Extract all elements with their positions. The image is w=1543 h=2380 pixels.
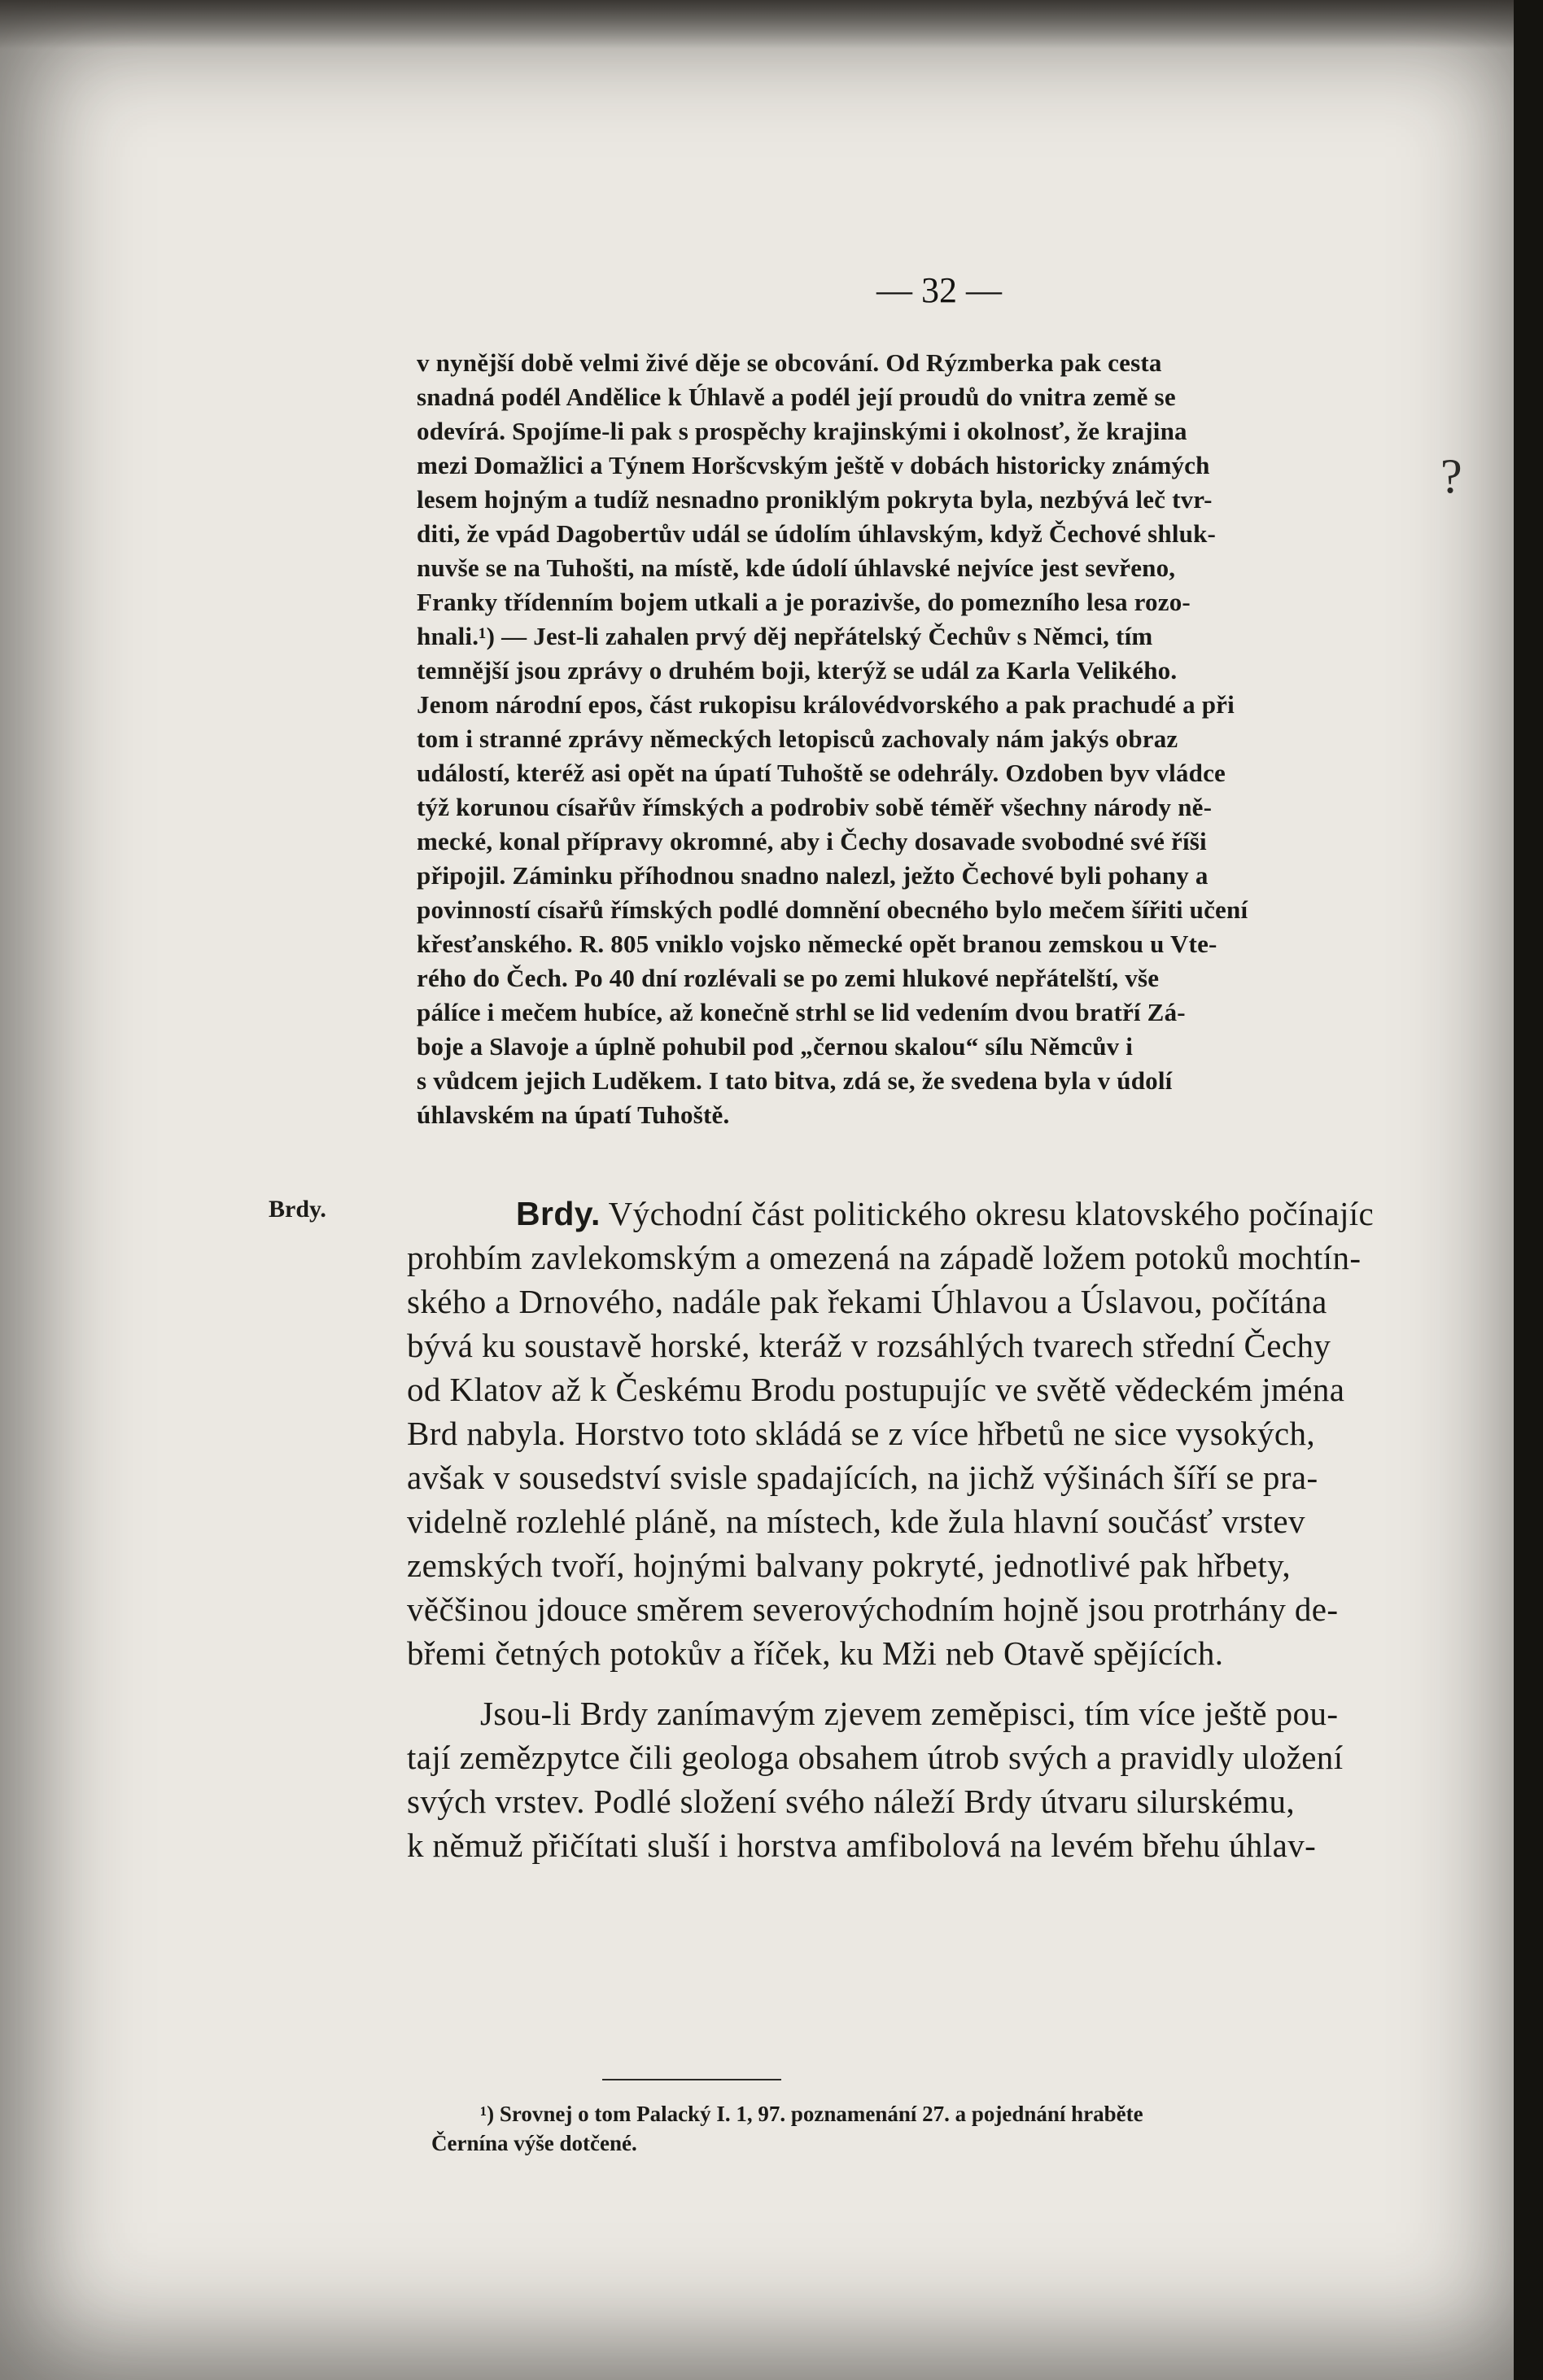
text-line: Jenom národní epos, část rukopisu královédvorského a pak prachudé a při (417, 690, 1235, 719)
text-line: úhlavském na úpatí Tuhoště. (417, 1100, 730, 1129)
text-line: hnali.¹) — Jest-li zahalen prvý děj nepřátelský Čechův s Němci, tím (417, 622, 1153, 650)
text-line: od Klatov až k Českému Brodu postupujíc ve světě vědeckém jména (407, 1371, 1345, 1408)
text-line: věčšinou jdouce směrem severovýchodním hojně jsou protrhány de- (407, 1590, 1339, 1628)
text-line: připojil. Záminku příhodnou snadno nalezl, ježto Čechové byli pohany a (417, 861, 1209, 890)
text-line: diti, že vpád Dagobertův udál se údolím úhlavským, když Čechové shluk- (417, 519, 1217, 548)
section-heading-brdy: Brdy. (516, 1195, 601, 1232)
footnote-line: Černína výše dotčené. (431, 2131, 637, 2155)
text-line: prohbím zavlekomským a omezená na západě ložem potoků mochtín- (407, 1239, 1362, 1276)
text-line: bývá ku soustavě horské, kteráž v rozsáhlých tvarech střední Čechy (407, 1327, 1331, 1364)
text-line: zemských tvoří, hojnými balvany pokryté, jednotlivé pak hřbety, (407, 1547, 1292, 1584)
text-line: Brd nabyla. Horstvo toto skládá se z více hřbetů ne sice vysokých, (407, 1415, 1316, 1452)
text-line: břemi četných potokův a říček, ku Mži neb Otavě spějících. (407, 1634, 1224, 1672)
text-line: křesťanského. R. 805 vniklo vojsko německé opět branou zemskou u Vte- (417, 930, 1217, 958)
text-line: s vůdcem jejich Luděkem. I tato bitva, zdá se, že svedena byla v údolí (417, 1066, 1173, 1095)
page-top-shadow (0, 0, 1543, 49)
text-line: boje a Slavoje a úplně pohubil pod „černou skalou“ sílu Němcův i (417, 1032, 1134, 1061)
footnote-rule (602, 2079, 781, 2080)
text-line: pálíce i mečem hubíce, až konečně strhl se lid vedením dvou bratří Zá- (417, 998, 1186, 1026)
text-line: týž korunou císařův římských a podrobiv sobě téměř všechny národy ně- (417, 793, 1213, 821)
text-line: Jsou-li Brdy zanímavým zjevem zeměpisci, tím více ještě pou- (480, 1695, 1339, 1732)
text-line: snadná podél Andělice k Úhlavě a podél její proudů do vnitra země se (417, 383, 1176, 411)
page-right-edge (1514, 0, 1543, 2380)
footnote-line: ¹) Srovnej o tom Palacký I. 1, 97. poznamenání 27. a pojednání hraběte (480, 2102, 1143, 2126)
text-line: videlně rozlehlé pláně, na místech, kde žula hlavní součásť vrstev (407, 1503, 1305, 1540)
text-line: svých vrstev. Podlé složení svého náleží Brdy útvaru silurskému, (407, 1783, 1296, 1820)
text-line: mecké, konal přípravy okromné, aby i Čechy dosavade svobodné své říši (417, 827, 1207, 855)
text-line: temnější jsou zprávy o druhém boji, kterýž se udál za Karla Velikého. (417, 656, 1178, 685)
text-line: odevírá. Spojíme-li pak s prospěchy krajinskými i okolnosť, že krajina (417, 417, 1187, 445)
text-line: lesem hojným a tudíž nesnadno proniklým pokryta byla, nezbývá leč tvr- (417, 485, 1213, 514)
text-line: povinností císařů římských podlé domnění obecného bylo mečem šířiti učení (417, 895, 1248, 924)
text-line: událostí, kteréž asi opět na úpatí Tuhoště se odehrály. Ozdoben byv vládce (417, 759, 1226, 787)
page-number: — 32 — (876, 270, 1002, 310)
margin-note: Brdy. (269, 1196, 326, 1223)
text-line: rého do Čech. Po 40 dní rozlévali se po zemi hlukové nepřátelští, vše (417, 964, 1160, 992)
text-line: v nynější době velmi živé děje se obcování. Od Rýzmberka pak cesta (417, 348, 1162, 377)
text-line: nuvše se na Tuhošti, na místě, kde údolí úhlavské nejvíce jest sevřeno, (417, 553, 1176, 582)
text-line: Brdy. Východní část politického okresu klatovského počínajíc (516, 1195, 1375, 1232)
text-line: mezi Domažlici a Týnem Horšcvským ještě v dobách historicky známých (417, 451, 1210, 479)
text-line: Franky třídenním bojem utkali a je porazivše, do pomezního lesa rozo- (417, 588, 1191, 616)
margin-question-mark: ? (1440, 449, 1462, 503)
text-line: ského a Drnového, nadále pak řekami Úhlavou a Úslavou, počítána (407, 1283, 1327, 1320)
text-line: avšak v sousedství svisle spadajících, na jichž výšinách šíří se pra- (407, 1459, 1318, 1496)
text-line: k němuž přičítati sluší i horstva amfibolová na levém břehu úhlav- (407, 1827, 1317, 1864)
text-line: tom i stranné zprávy německých letopisců zachovaly nám jakýs obraz (417, 724, 1178, 753)
text-line: tají zemězpytce čili geologa obsahem útrob svých a pravidly uložení (407, 1739, 1344, 1776)
